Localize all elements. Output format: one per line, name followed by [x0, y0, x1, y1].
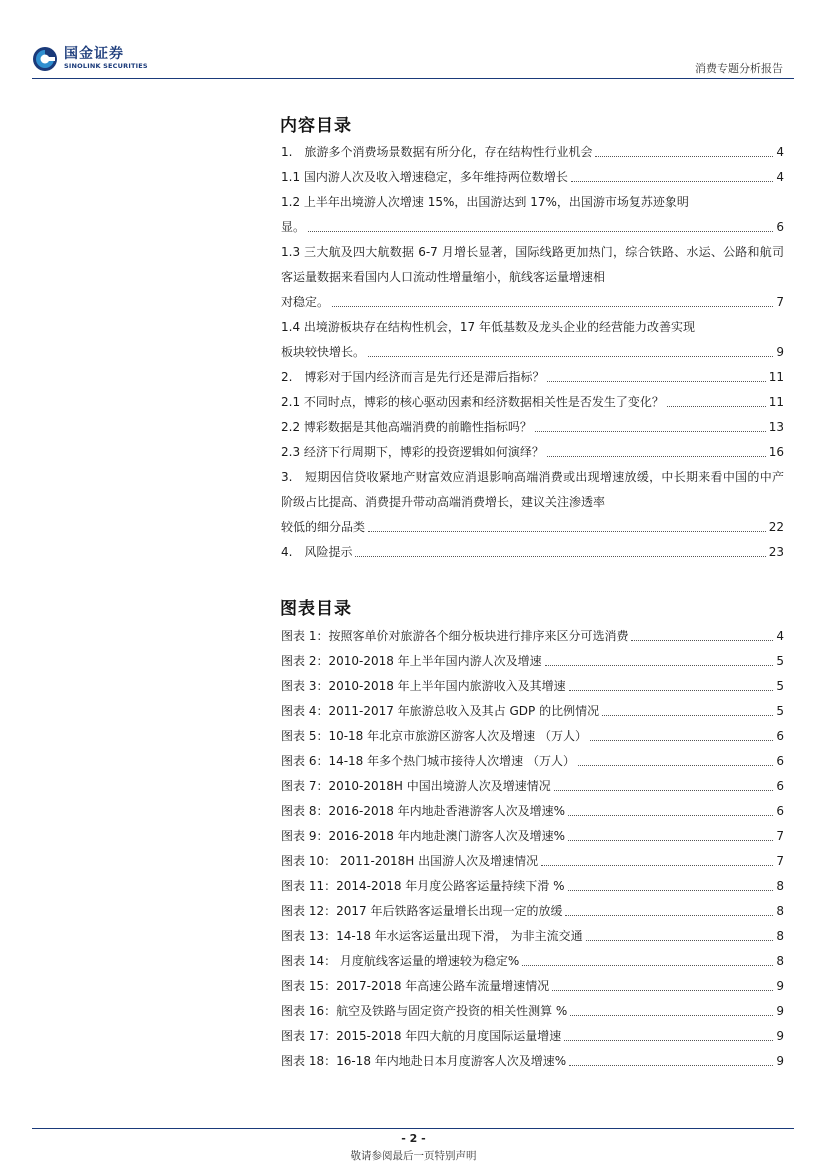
- logo-text-en: SINOLINK SECURITIES: [64, 62, 148, 70]
- figure-entry[interactable]: 图表 14： 月度航线客运量的增速较为稳定% 8: [281, 954, 784, 968]
- figure-entry[interactable]: 图表 6：14-18 年多个热门城市接待人次增速 （万人） 6: [281, 754, 784, 768]
- footer-divider: [32, 1128, 794, 1129]
- figure-entry[interactable]: 图表 4：2011-2017 年旅游总收入及其占 GDP 的比例情况 5: [281, 704, 784, 718]
- toc-entry[interactable]: 1. 旅游多个消费场景数据有所分化，存在结构性行业机会 4: [281, 145, 784, 159]
- figure-entry[interactable]: 图表 17：2015-2018 年四大航的月度国际运量增速 9: [281, 1029, 784, 1043]
- figure-entry[interactable]: 图表 3：2010-2018 年上半年国内旅游收入及其增速 5: [281, 679, 784, 693]
- toc-title: 内容目录: [280, 116, 352, 136]
- toc-entry[interactable]: 3. 短期因信贷收紧地产财富效应消退影响高端消费或出现增速放缓，中长期来看中国的中产阶级占比提高、消费提升带动高端消费增长，建议关注渗透率 较低的细分品类 22: [281, 470, 784, 534]
- toc-entry[interactable]: 2.2 博彩数据是其他高端消费的前瞻性指标吗？ 13: [281, 420, 784, 434]
- logo-text-cn: 国金证券: [64, 46, 124, 62]
- figure-entry[interactable]: 图表 11：2014-2018 年月度公路客运量持续下滑 % 8: [281, 879, 784, 893]
- report-type-label: 消费专题分析报告: [695, 62, 783, 75]
- toc-entry[interactable]: 1.3 三大航及四大航数据 6-7 月增长显著，国际线路更加热门，综合铁路、水运、公路和航司客运量数据来看国内人口流动性增量缩小，航线客运量增速相 对稳定。 7: [281, 245, 784, 309]
- page-number: - 2 -: [401, 1132, 426, 1145]
- toc-entry[interactable]: 2.3 经济下行周期下，博彩的投资逻辑如何演绎？ 16: [281, 445, 784, 459]
- toc-entry[interactable]: 1.4 出境游板块存在结构性机会，17 年低基数及龙头企业的经营能力改善实现 板块较快增长。 9: [281, 320, 784, 359]
- figure-entry[interactable]: 图表 8：2016-2018 年内地赴香港游客人次及增速% 6: [281, 804, 784, 818]
- disclaimer-note: 敬请参阅最后一页特别声明: [350, 1150, 477, 1162]
- figure-entry[interactable]: 图表 9：2016-2018 年内地赴澳门游客人次及增速% 7: [281, 829, 784, 843]
- toc-entry[interactable]: 1.1 国内游人次及收入增速稳定，多年维持两位数增长 4: [281, 170, 784, 184]
- figure-entry[interactable]: 图表 12：2017 年后铁路客运量增长出现一定的放缓 8: [281, 904, 784, 918]
- figure-entry[interactable]: 图表 10： 2011-2018H 出国游人次及增速情况 7: [281, 854, 784, 868]
- figure-entry[interactable]: 图表 1：按照客单价对旅游各个细分板块进行排序来区分可选消费 4: [281, 629, 784, 643]
- figure-entry[interactable]: 图表 2：2010-2018 年上半年国内游人次及增速 5: [281, 654, 784, 668]
- figure-entry[interactable]: 图表 7：2010-2018H 中国出境游人次及增速情况 6: [281, 779, 784, 793]
- toc-entry[interactable]: 4. 风险提示 23: [281, 545, 784, 559]
- figure-entry[interactable]: 图表 16：航空及铁路与固定资产投资的相关性测算 % 9: [281, 1004, 784, 1018]
- figure-entry[interactable]: 图表 13：14-18 年水运客运量出现下滑， 为非主流交通 8: [281, 929, 784, 943]
- toc-entry[interactable]: 2. 博彩对于国内经济而言是先行还是滞后指标？ 11: [281, 370, 784, 384]
- toc-entry[interactable]: 2.1 不同时点，博彩的核心驱动因素和经济数据相关性是否发生了变化？ 11: [281, 395, 784, 409]
- sinolink-logo-icon: [32, 46, 58, 72]
- figures-list: [281, 624, 784, 1074]
- company-logo: [32, 46, 148, 72]
- contents-list: [281, 140, 784, 565]
- figure-entry[interactable]: 图表 18：16-18 年内地赴日本月度游客人次及增速% 9: [281, 1054, 784, 1068]
- figures-title: 图表目录: [280, 599, 352, 619]
- figure-entry[interactable]: 图表 5：10-18 年北京市旅游区游客人次及增速 （万人） 6: [281, 729, 784, 743]
- page-header: [0, 0, 827, 80]
- header-divider: [32, 78, 794, 79]
- toc-entry[interactable]: 1.2 上半年出境游人次增速 15%，出国游达到 17%，出国游市场复苏迹象明 显。 6: [281, 195, 784, 234]
- figure-entry[interactable]: 图表 15：2017-2018 年高速公路车流量增速情况 9: [281, 979, 784, 993]
